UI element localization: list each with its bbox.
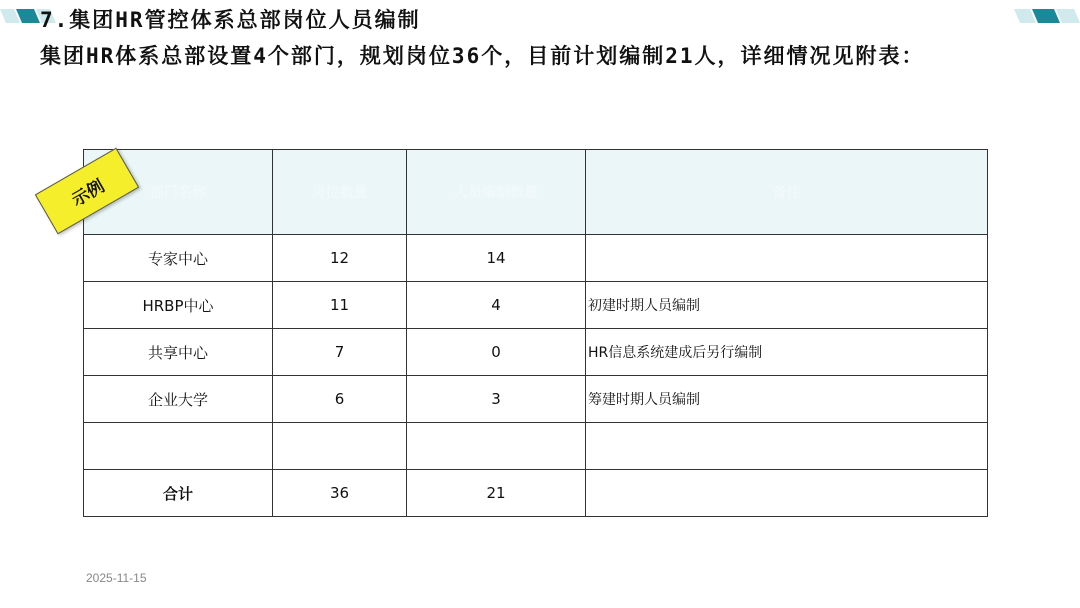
cell-position-count: 11 xyxy=(273,282,407,329)
staffing-table xyxy=(83,149,988,517)
cell-remarks: 初建时期人员编制 xyxy=(586,282,988,329)
table-row xyxy=(84,235,988,282)
cell-department xyxy=(84,423,273,470)
cell-headcount: 3 xyxy=(407,376,586,423)
slide-title: 7.集团HR管控体系总部岗位人员编制 xyxy=(40,8,421,32)
cell-department: HRBP中心 xyxy=(84,282,273,329)
total-headcount: 21 xyxy=(407,470,586,517)
cell-position-count: 7 xyxy=(273,329,407,376)
cell-remarks xyxy=(586,423,988,470)
corner-stripe-right-decoration xyxy=(1014,9,1080,23)
cell-remarks: HR信息系统建成后另行编制 xyxy=(586,329,988,376)
cell-department: 企业大学 xyxy=(84,376,273,423)
table-total-row xyxy=(84,470,988,517)
cell-headcount: 4 xyxy=(407,282,586,329)
slide-subtitle: 集团HR体系总部设置4个部门，规划岗位36个，目前计划编制21人，详细情况见附表： xyxy=(40,44,925,68)
header-headcount: 人员编制数量 xyxy=(407,150,586,235)
header-department: 部门名称 xyxy=(84,150,273,235)
table-row xyxy=(84,282,988,329)
cell-department: 共享中心 xyxy=(84,329,273,376)
slide-date: 2025-11-15 xyxy=(86,571,147,585)
table-row xyxy=(84,329,988,376)
cell-headcount xyxy=(407,423,586,470)
example-sticker-label: 示例 xyxy=(68,176,108,211)
cell-position-count xyxy=(273,423,407,470)
header-remarks: 备注 xyxy=(586,150,988,235)
cell-position-count: 6 xyxy=(273,376,407,423)
total-remarks xyxy=(586,470,988,517)
table-row-empty xyxy=(84,423,988,470)
cell-position-count: 12 xyxy=(273,235,407,282)
cell-remarks: 筹建时期人员编制 xyxy=(586,376,988,423)
cell-remarks xyxy=(586,235,988,282)
cell-headcount: 14 xyxy=(407,235,586,282)
table-header-row xyxy=(84,150,988,235)
table-row xyxy=(84,376,988,423)
cell-headcount: 0 xyxy=(407,329,586,376)
cell-department: 专家中心 xyxy=(84,235,273,282)
total-position-count: 36 xyxy=(273,470,407,517)
total-label: 合计 xyxy=(84,470,273,517)
header-position-count: 岗位数量 xyxy=(273,150,407,235)
